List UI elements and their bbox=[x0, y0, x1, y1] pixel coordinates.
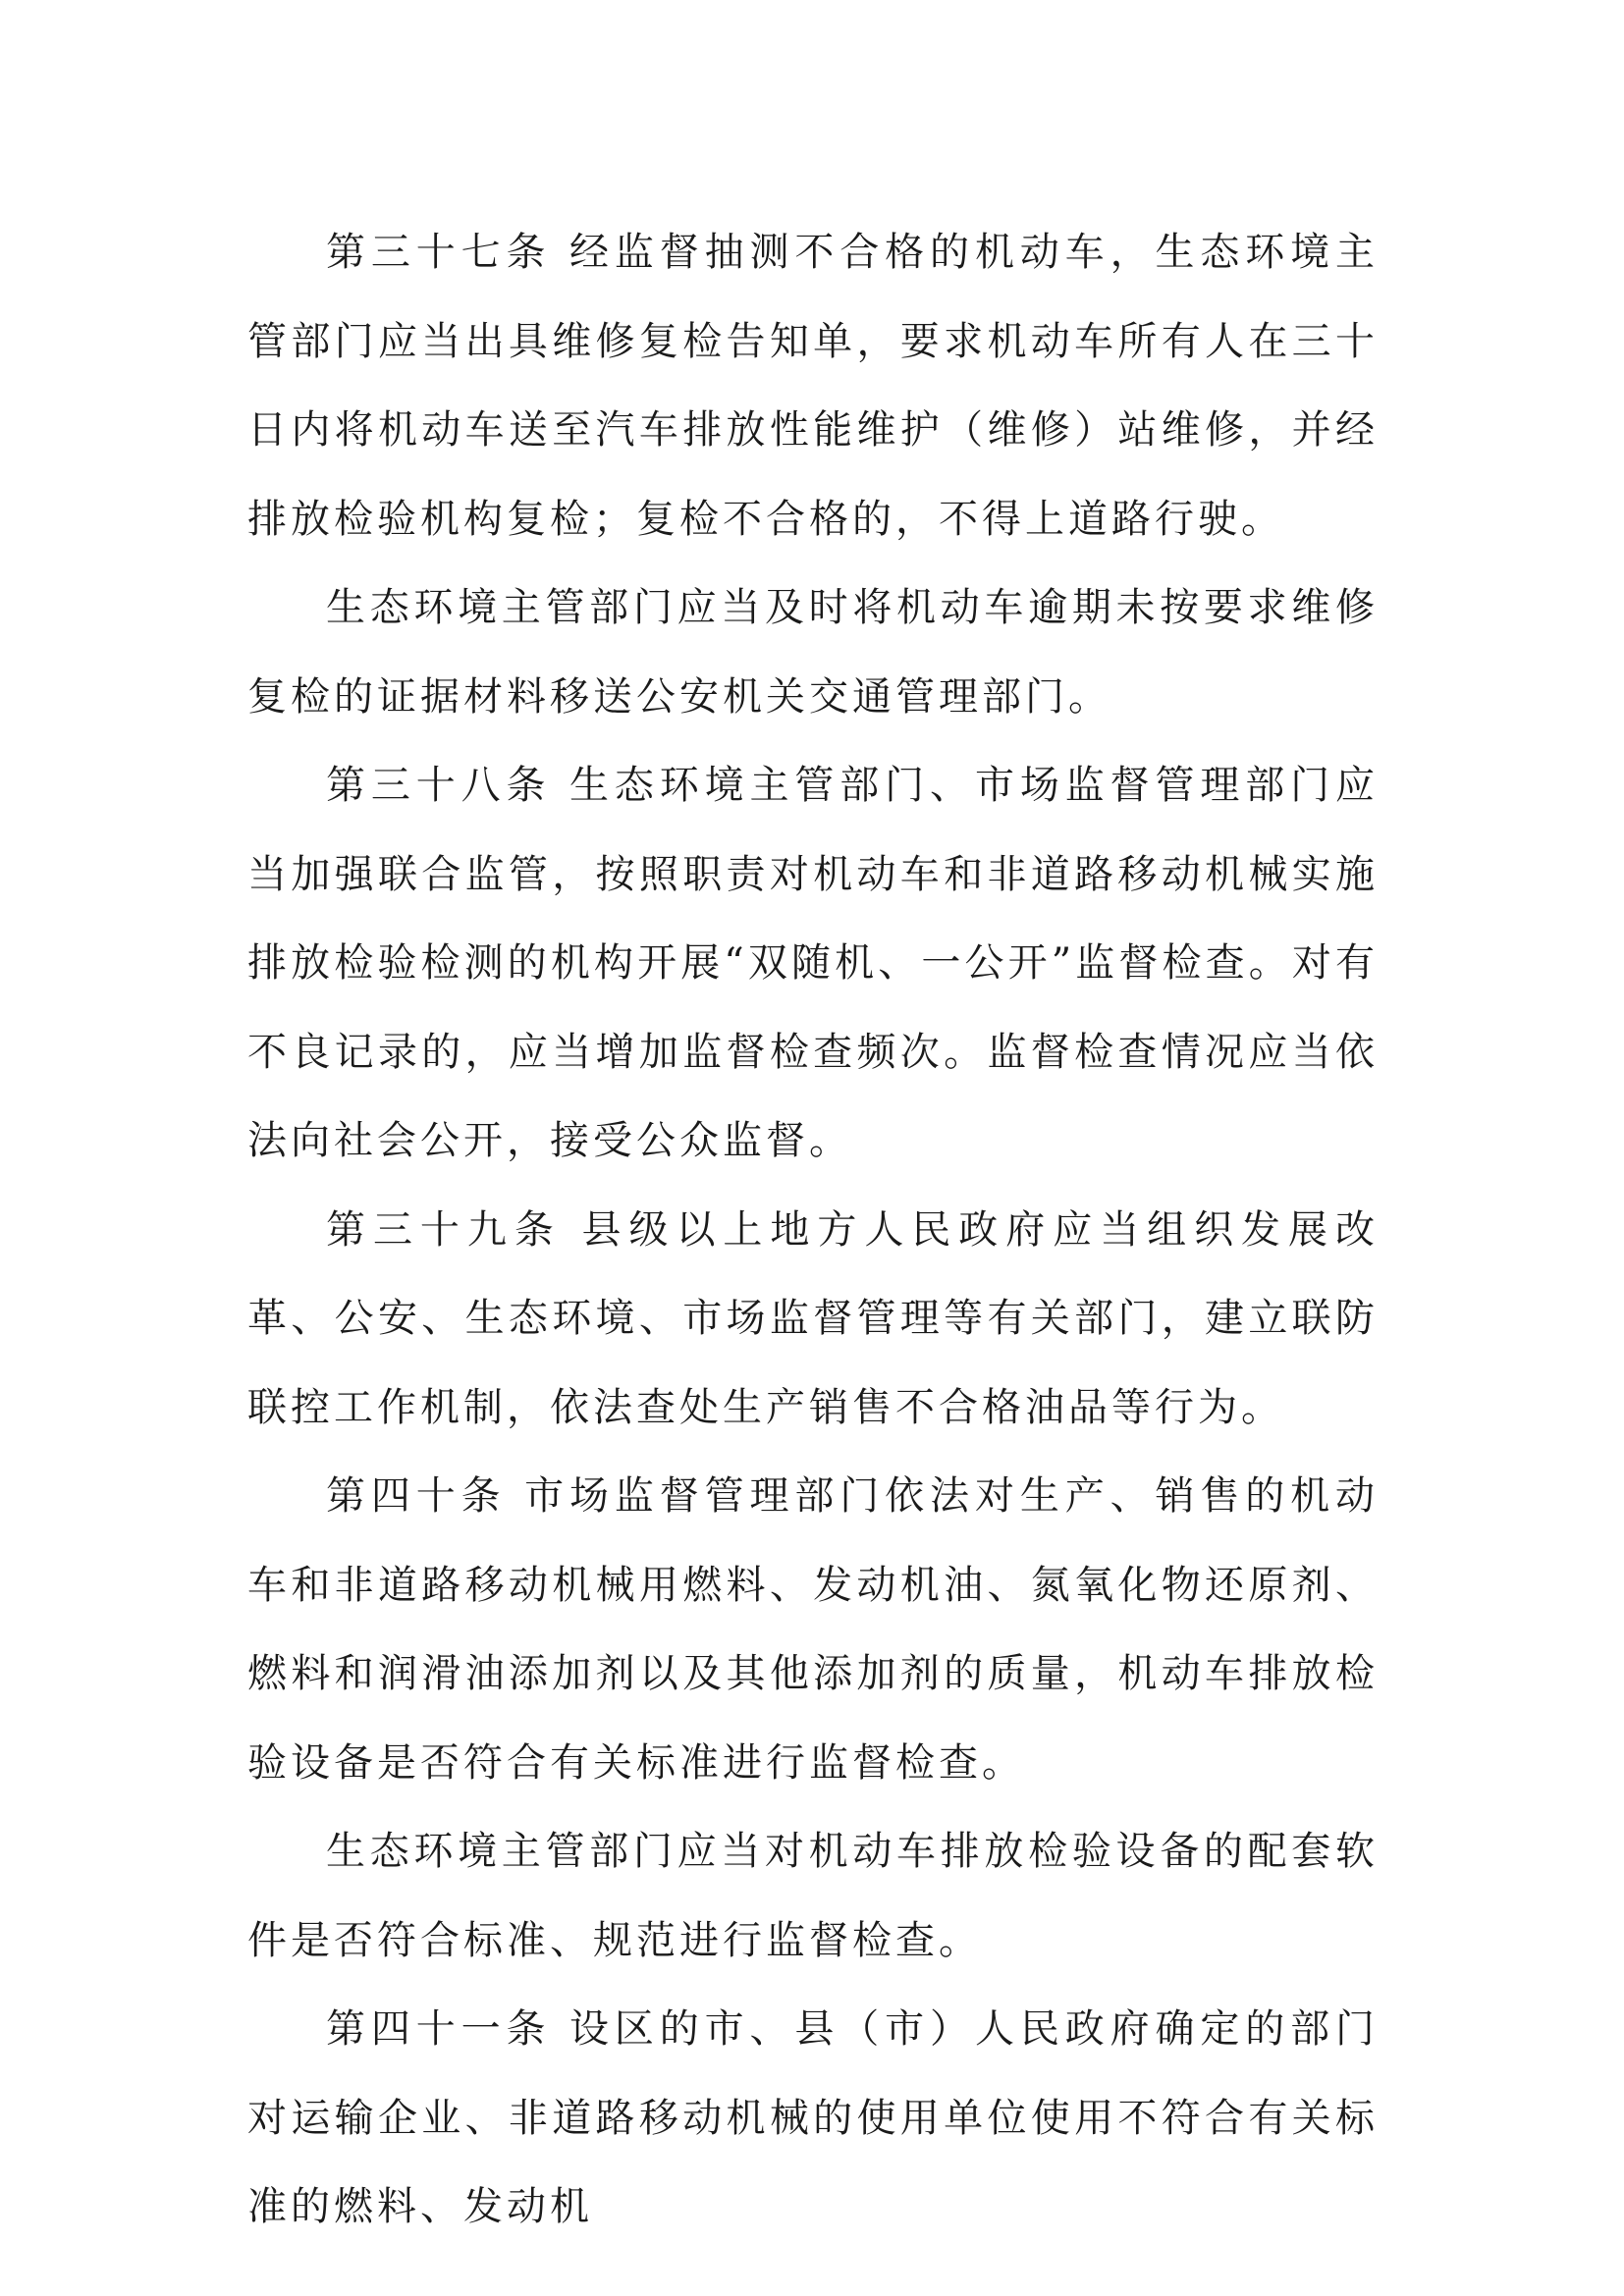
paragraph-article-40-clause-2: 生态环境主管部门应当对机动车排放检验设备的配套软件是否符合标准、规范进行监督检查。 bbox=[247, 1829, 1379, 1963]
paragraph-article-40: 第四十条 市场监督管理部门依法对生产、销售的机动车和非道路移动机械用燃料、发动机油、氮氧化物还原剂、燃料和润滑油添加剂以及其他添加剂的质量，机动车排放检验设备是否符合有关标准进行监督检查。 bbox=[247, 1473, 1379, 1786]
paragraph-article-37: 第三十七条 经监督抽测不合格的机动车，生态环境主管部门应当出具维修复检告知单，要求机动车所有人在三十日内将机动车送至汽车排放性能维护（维修）站维修，并经排放检验机构复检；复检不合格的，不得上道路行驶。 bbox=[247, 230, 1379, 542]
paragraph-article-41: 第四十一条 设区的市、县（市）人民政府确定的部门对运输企业、非道路移动机械的使用单位使用不符合有关标准的燃料、发动机 bbox=[247, 2006, 1379, 2229]
paragraph-article-39: 第三十九条 县级以上地方人民政府应当组织发展改革、公安、生态环境、市场监督管理等有关部门，建立联防联控工作机制，依法查处生产销售不合格油品等行为。 bbox=[247, 1206, 1379, 1430]
paragraph-article-37-clause-2: 生态环境主管部门应当及时将机动车逾期未按要求维修复检的证据材料移送公安机关交通管理部门。 bbox=[247, 585, 1379, 720]
document-body bbox=[247, 208, 1379, 2252]
paragraph-article-38: 第三十八条 生态环境主管部门、市场监督管理部门应当加强联合监管，按照职责对机动车和非道路移动机械实施排放检验检测的机构开展“双随机、一公开”监督检查。对有不良记录的，应当增加监督检查频次。监督检查情况应当依法向社会公开，接受公众监督。 bbox=[247, 763, 1379, 1163]
